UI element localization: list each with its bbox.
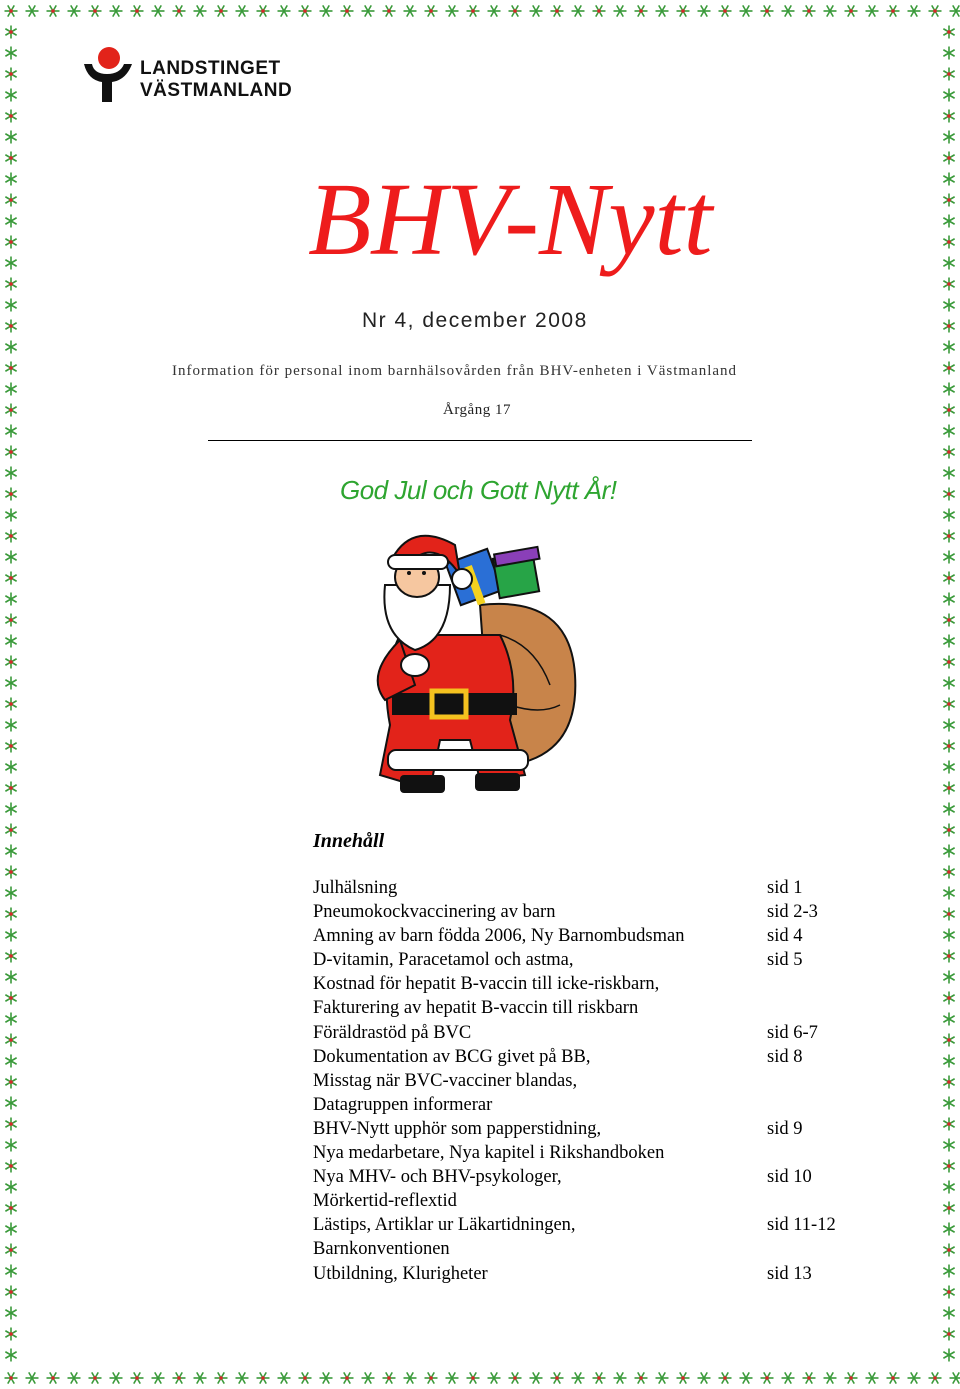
holly-motif [943,971,954,984]
holiday-greeting: God Jul och Gott Nytt År! [340,475,617,505]
holly-motif [943,803,954,816]
holly-motif [5,446,16,459]
toc-item [313,1264,873,1288]
holly-motif [320,1372,333,1383]
holly-motif [943,593,954,606]
holly-motif [68,1372,81,1383]
holly-motif [943,68,954,81]
holly-motif [467,5,480,16]
holly-motif [5,1223,16,1236]
holly-motif [5,971,16,984]
holly-motif [677,1372,690,1383]
toc-item-title: BHV-Nytt upphör som papperstidning, [313,1118,602,1139]
holly-motif [5,677,16,690]
holly-motif [5,1265,16,1278]
holly-motif [943,1013,954,1026]
holly-motif [943,467,954,480]
holly-motif [887,1372,900,1383]
toc-item [313,1095,873,1119]
toc-item-title: Amning av barn födda 2006, Ny Barnombudsman [313,926,685,947]
holly-motif [943,1286,954,1299]
holly-motif [943,26,954,39]
toc-item-page: sid 11-12 [767,1215,836,1236]
decorative-border-top [0,0,960,22]
holly-motif [698,5,711,16]
holly-motif [5,866,16,879]
holly-motif [929,5,942,16]
table-of-contents [313,878,873,1288]
holly-motif [236,1372,249,1383]
holly-motif [782,5,795,16]
holly-motif [740,5,753,16]
holly-motif [943,47,954,60]
holly-motif [5,824,16,837]
holly-motif [782,1372,795,1383]
toc-item [313,926,873,950]
holly-motif [383,1372,396,1383]
holly-motif [719,5,732,16]
holly-motif [5,257,16,270]
holly-motif [278,5,291,16]
holly-motif [943,404,954,417]
toc-item-title: D-vitamin, Paracetamol och astma, [313,950,574,971]
holly-motif [656,5,669,16]
holly-motif [908,5,921,16]
holly-motif [943,1244,954,1257]
holly-motif [5,110,16,123]
holly-motif [5,635,16,648]
holly-motif [5,1349,16,1362]
holly-motif [740,1372,753,1383]
newsletter-title: BHV-Nytt [308,162,713,277]
holly-motif [26,1372,39,1383]
toc-item [313,1143,873,1167]
holly-motif [943,236,954,249]
toc-item-page: sid 10 [767,1167,812,1188]
holly-motif [635,5,648,16]
toc-item [313,1215,873,1239]
logo-line-2: VÄSTMANLAND [140,80,293,101]
holly-motif [299,5,312,16]
toc-item [313,974,873,998]
holly-motif [509,1372,522,1383]
holly-motif [383,5,396,16]
toc-item [313,1119,873,1143]
holly-motif [943,383,954,396]
holly-motif [943,509,954,522]
holly-motif [950,5,960,16]
toc-item-title: Dokumentation av BCG givet på BB, [313,1046,591,1067]
holly-motif [803,5,816,16]
holly-motif [943,656,954,669]
toc-item-title: Fakturering av hepatit B-vaccin till riskbarn [313,998,639,1019]
holly-motif [47,5,60,16]
toc-item-title: Julhälsning [313,878,398,898]
holly-motif [943,1307,954,1320]
holly-motif [173,1372,186,1383]
toc-item-page: sid 2-3 [767,902,818,923]
holly-motif [5,1286,16,1299]
holly-motif [5,1202,16,1215]
holly-motif [5,425,16,438]
toc-item [313,1167,873,1191]
holly-motif [5,173,16,186]
holly-motif [341,1372,354,1383]
holly-motif [943,341,954,354]
toc-item [313,1071,873,1095]
toc-item [313,1239,873,1263]
holly-motif [908,1372,921,1383]
holly-motif [943,530,954,543]
holly-motif [89,1372,102,1383]
holly-motif [943,1097,954,1110]
toc-item-title: Pneumokockvaccinering av barn [313,902,556,923]
holly-motif [5,1160,16,1173]
holly-motif [572,5,585,16]
holly-motif [404,1372,417,1383]
holly-motif [5,383,16,396]
holly-motif [530,1372,543,1383]
holly-motif [68,5,81,16]
toc-item-title: Utbildning, Klurigheter [313,1263,488,1284]
holly-motif [943,173,954,186]
holly-motif [943,131,954,144]
toc-item-title: Föräldrastöd på BVC [313,1022,472,1043]
holly-motif [593,1372,606,1383]
holly-motif [467,1372,480,1383]
holly-motif [943,782,954,795]
holly-motif [929,1372,942,1383]
holly-motif [425,1372,438,1383]
holly-motif [943,1328,954,1341]
toc-item-title: Misstag när BVC-vacciner blandas, [313,1070,578,1091]
toc-item-page: sid 13 [767,1263,812,1284]
holly-motif [5,26,16,39]
holly-motif [943,845,954,858]
holly-motif [943,488,954,501]
holly-motif [943,215,954,228]
holly-motif [943,698,954,711]
holly-motif [5,593,16,606]
holly-motif [5,908,16,921]
holly-motif [943,992,954,1005]
holly-motif [5,782,16,795]
toc-item [313,1023,873,1047]
holly-motif [257,5,270,16]
holly-motif [5,761,16,774]
toc-item [313,1191,873,1215]
holly-motif [110,1372,123,1383]
holly-motif [943,824,954,837]
holly-motif [488,5,501,16]
holly-motif [761,1372,774,1383]
holly-motif [943,1181,954,1194]
holly-motif [5,698,16,711]
holly-motif [215,5,228,16]
holly-motif [5,1328,16,1341]
holly-motif [278,1372,291,1383]
holly-motif [5,1118,16,1131]
holly-motif [26,5,39,16]
holly-motif [677,5,690,16]
holly-motif [943,866,954,879]
holly-motif [47,1372,60,1383]
holly-motif [943,740,954,753]
holly-motif [943,1055,954,1068]
holly-motif [5,551,16,564]
holly-motif [943,362,954,375]
holly-motif [943,887,954,900]
holly-motif [614,5,627,16]
holly-motif [887,5,900,16]
holly-motif [614,1372,627,1383]
holly-motif [943,908,954,921]
holly-motif [943,446,954,459]
toc-item-title: Nya medarbetare, Nya kapitel i Rikshandboken [313,1143,665,1164]
holly-motif [5,236,16,249]
landstinget-logo [82,46,302,106]
holly-motif [943,89,954,102]
holly-motif [943,1076,954,1089]
holly-motif [551,1372,564,1383]
holly-motif [5,614,16,627]
toc-item-page: sid 9 [767,1118,803,1139]
holly-motif [824,5,837,16]
holly-motif [943,929,954,942]
holly-motif [943,1265,954,1278]
holly-motif [635,1372,648,1383]
holly-motif [194,5,207,16]
holly-motif [943,950,954,963]
holly-motif [866,1372,879,1383]
holly-motif [5,194,16,207]
holly-motif [943,614,954,627]
holly-motif [761,5,774,16]
holly-motif [5,467,16,480]
divider-line [208,440,752,441]
holly-motif [152,1372,165,1383]
holly-motif [5,488,16,501]
holly-motif [5,278,16,291]
holly-motif [5,929,16,942]
holly-motif [320,5,333,16]
holly-motif [572,1372,585,1383]
holly-motif [803,1372,816,1383]
holly-motif [943,1160,954,1173]
holly-motif [194,1372,207,1383]
holly-motif [362,1372,375,1383]
holly-motif [943,572,954,585]
holly-motif [5,89,16,102]
holly-motif [943,635,954,648]
holly-motif [110,5,123,16]
holly-motif [5,1244,16,1257]
toc-item-title: Datagruppen informerar [313,1094,493,1115]
toc-item [313,1047,873,1071]
holly-motif [5,992,16,1005]
holly-motif [173,5,186,16]
decorative-border-bottom [0,1367,960,1389]
holly-motif [5,950,16,963]
volume-year: Årgång 17 [443,402,511,418]
holly-motif [5,68,16,81]
holly-motif [824,1372,837,1383]
toc-item-title: Lästips, Artiklar ur Läkartidningen, [313,1215,576,1236]
toc-item-title: Barnkonventionen [313,1239,450,1260]
holly-motif [5,1139,16,1152]
holly-motif [845,1372,858,1383]
holly-motif [5,845,16,858]
holly-motif [5,1181,16,1194]
holly-motif [5,1372,18,1383]
holly-motif [593,5,606,16]
holly-motif [943,152,954,165]
holly-motif [943,194,954,207]
holly-motif [5,404,16,417]
holly-motif [5,1034,16,1047]
holly-motif [551,5,564,16]
holly-motif [5,572,16,585]
holly-motif [943,257,954,270]
holly-motif [488,1372,501,1383]
holly-motif [257,1372,270,1383]
toc-item-title: Mörkertid-reflextid [313,1191,457,1212]
holly-motif [89,5,102,16]
logo-figure-icon [82,46,138,106]
holly-motif [943,278,954,291]
holly-motif [943,299,954,312]
holly-motif [446,1372,459,1383]
holly-motif [5,1055,16,1068]
holly-motif [5,719,16,732]
newsletter-description: Information för personal inom barnhälsovården från BHV-enheten i Västmanland [172,363,738,379]
holly-motif [152,5,165,16]
decorative-border-left [0,0,22,1389]
holly-motif [5,299,16,312]
toc-item-page: sid 8 [767,1046,803,1067]
holly-motif [5,656,16,669]
holly-motif [530,5,543,16]
toc-item-title: Kostnad för hepatit B-vaccin till icke-riskbarn, [313,974,660,995]
holly-motif [845,5,858,16]
logo-line-1: LANDSTINGET [140,58,281,79]
holly-motif [943,761,954,774]
holly-motif [5,509,16,522]
holly-motif [5,320,16,333]
holly-motif [5,5,18,16]
toc-item-page: sid 6-7 [767,1022,818,1043]
holly-motif [5,1076,16,1089]
holly-motif [404,5,417,16]
toc-item [313,950,873,974]
holly-motif [5,1307,16,1320]
holly-motif [5,152,16,165]
toc-item-page: sid 1 [767,878,803,898]
holly-motif [943,1202,954,1215]
decorative-border-right [938,0,960,1389]
toc-item [313,878,873,902]
holly-motif [943,110,954,123]
holly-motif [131,1372,144,1383]
holly-motif [299,1372,312,1383]
holly-motif [5,803,16,816]
holly-motif [236,5,249,16]
santa-claus-illustration [360,525,585,797]
holly-motif [5,215,16,228]
holly-motif [5,341,16,354]
holly-motif [943,1139,954,1152]
toc-item-page: sid 5 [767,950,803,971]
toc-item [313,902,873,926]
issue-number: Nr 4, december 2008 [362,309,588,332]
holly-motif [943,551,954,564]
holly-motif [943,1349,954,1362]
toc-item-page: sid 4 [767,926,803,947]
holly-motif [215,1372,228,1383]
holly-motif [943,1118,954,1131]
holly-motif [5,131,16,144]
holly-motif [943,719,954,732]
holly-motif [131,5,144,16]
holly-motif [866,5,879,16]
holly-motif [425,5,438,16]
holly-motif [943,1223,954,1236]
holly-motif [362,5,375,16]
holly-motif [5,887,16,900]
holly-motif [5,1013,16,1026]
toc-heading: Innehåll [313,830,385,852]
holly-motif [341,5,354,16]
holly-motif [943,1034,954,1047]
holly-motif [5,740,16,753]
holly-motif [943,320,954,333]
holly-motif [950,1372,960,1383]
holly-motif [5,1097,16,1110]
toc-item [313,998,873,1022]
toc-item-title: Nya MHV- och BHV-psykologer, [313,1167,562,1188]
holly-motif [5,530,16,543]
holly-motif [509,5,522,16]
holly-motif [943,677,954,690]
holly-motif [719,1372,732,1383]
holly-motif [446,5,459,16]
holly-motif [5,362,16,375]
holly-motif [943,425,954,438]
holly-motif [656,1372,669,1383]
holly-motif [5,47,16,60]
holly-motif [698,1372,711,1383]
